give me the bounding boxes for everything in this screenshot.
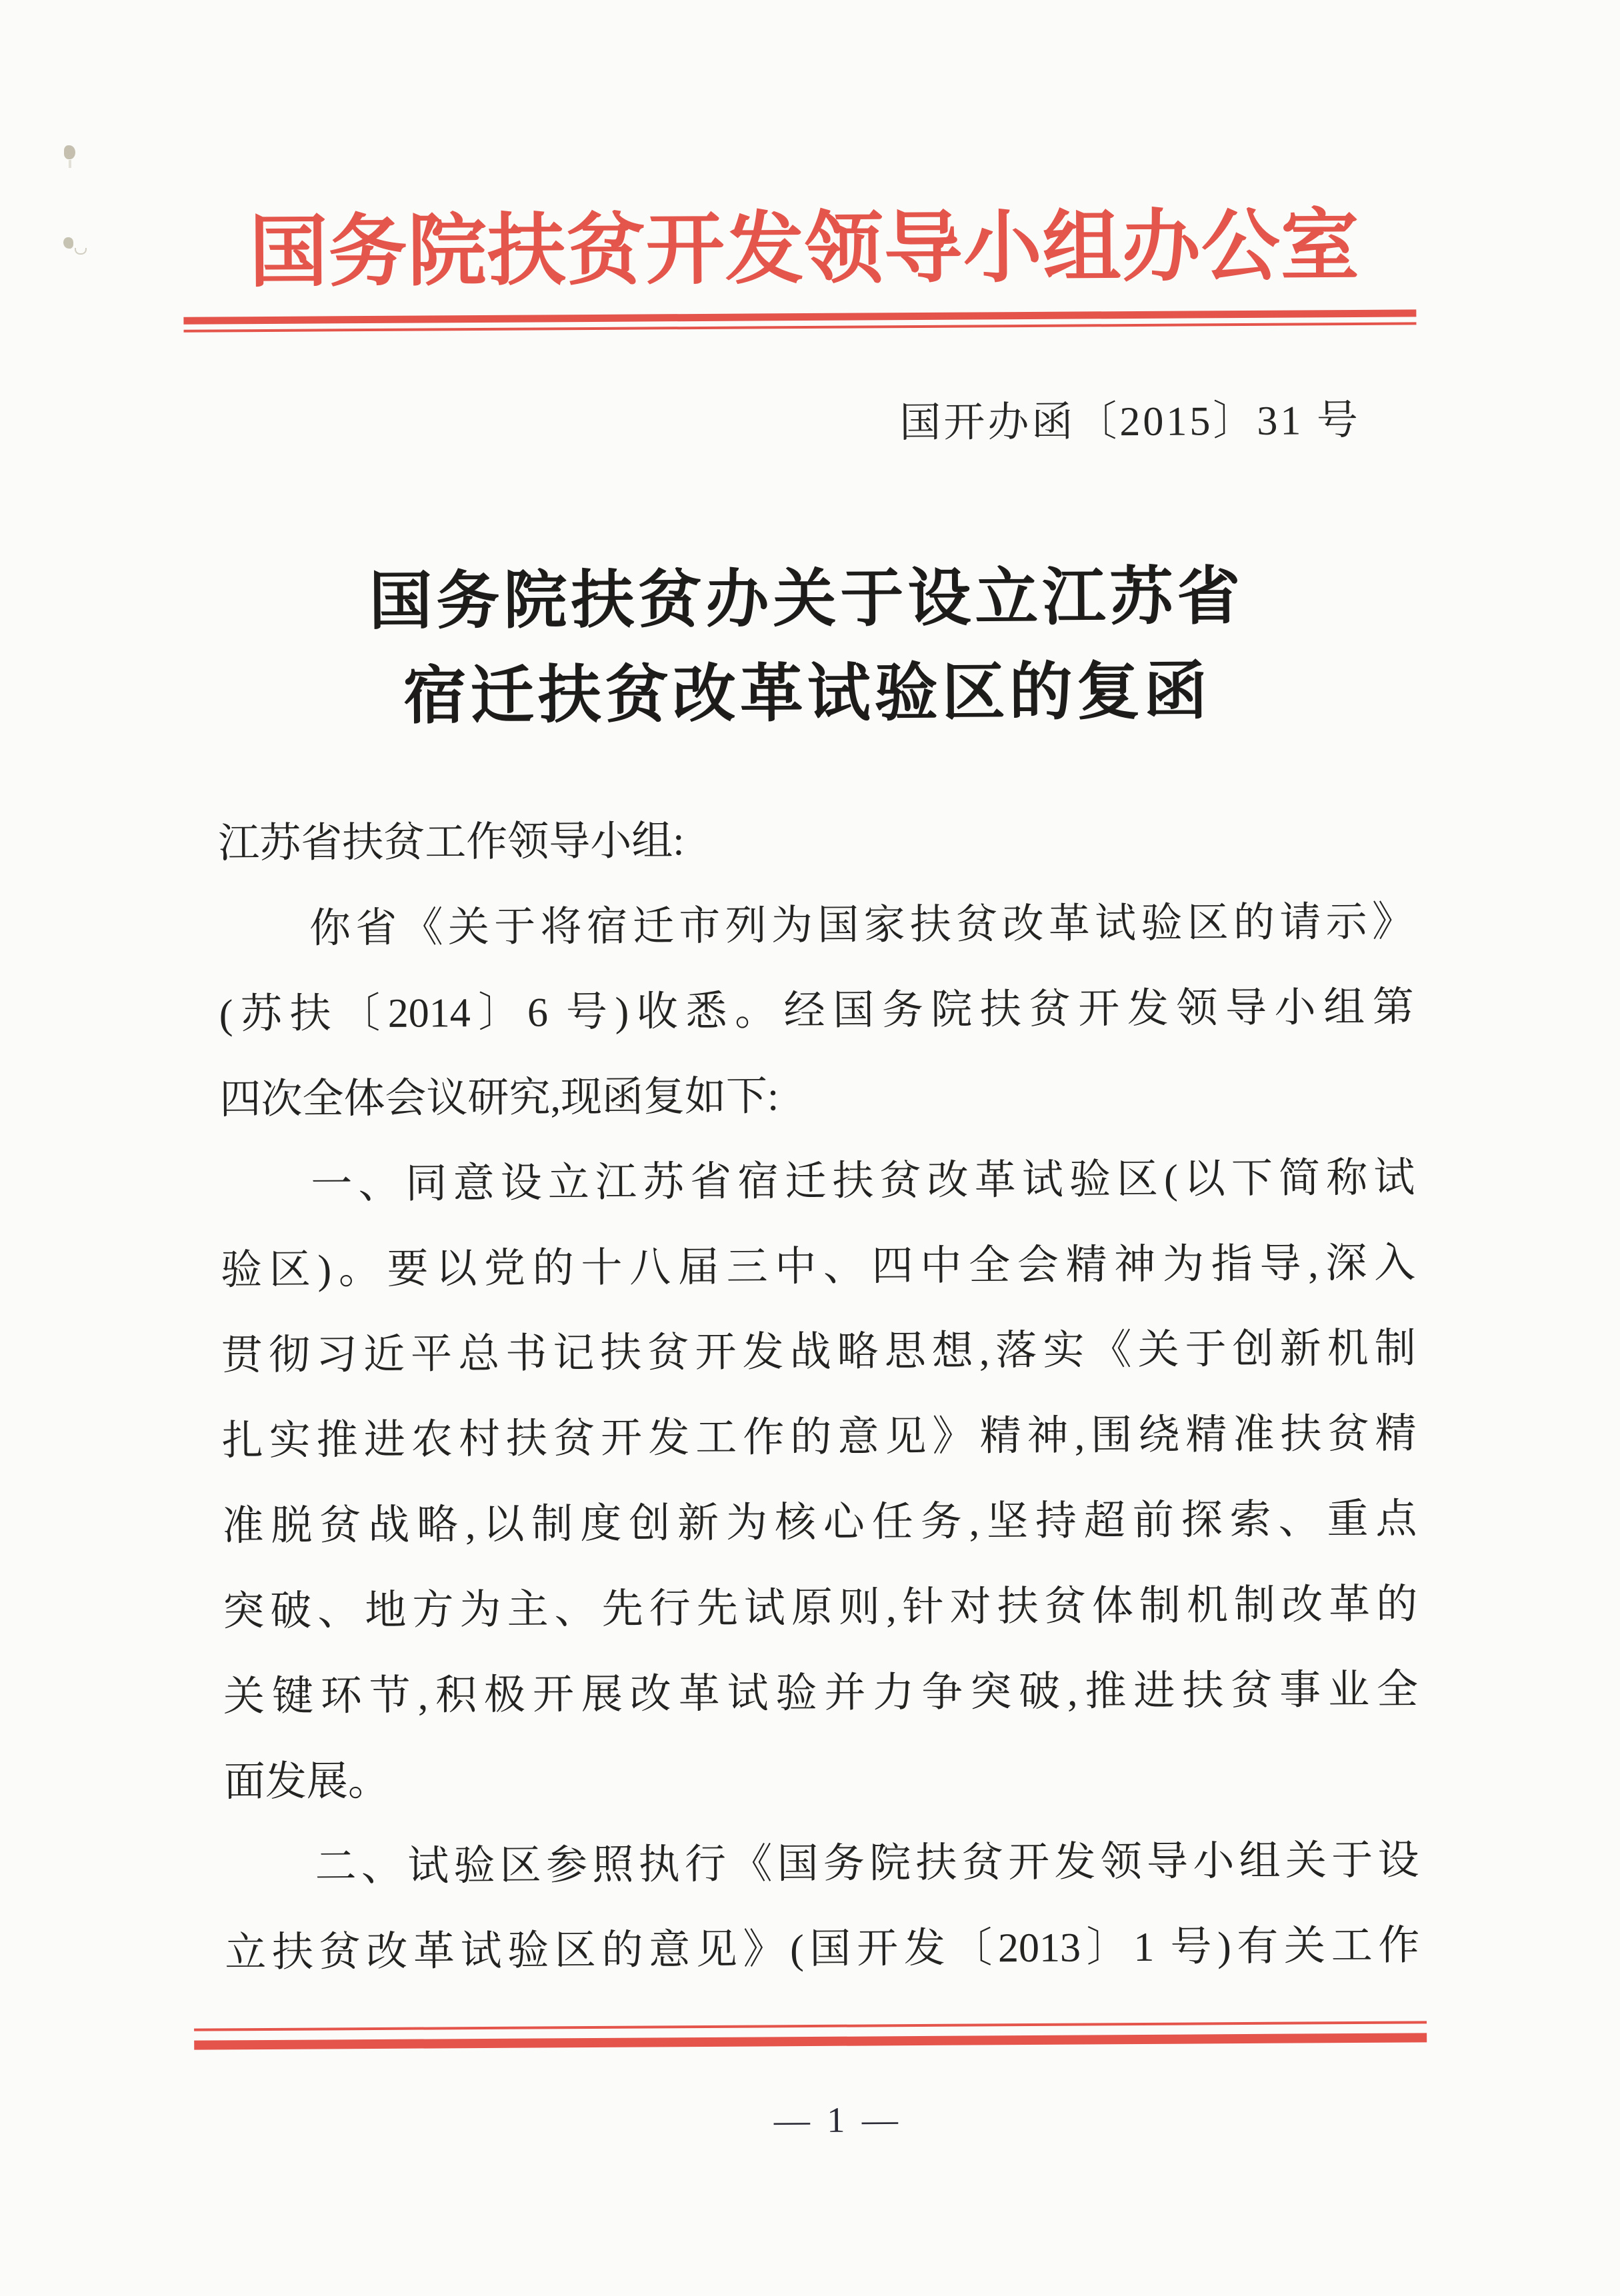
letterhead-org-name: 国务院扶贫开发领导小组办公室 (249, 202, 1361, 297)
body-line: 突破、地方为主、先行先试原则,针对扶贫体制机制改革的 (223, 1582, 1418, 1635)
body-line: 二、试验区参照执行《国务院扶贫开发领导小组关于设 (315, 1837, 1419, 1890)
body-line: 面发展。 (223, 1758, 390, 1805)
document-title-line-1: 国务院扶贫办关于设立江苏省 (369, 561, 1245, 638)
page-number: — 1 — (773, 2099, 903, 2141)
body-line: 江苏省扶贫工作领导小组: (218, 818, 685, 867)
body-paragraphs (218, 794, 1420, 1995)
body-line: 四次全体会议研究,现函复如下: (219, 1074, 779, 1123)
body-line: 贯彻习近平总书记扶贫开发战略思想,落实《关于创新机制 (221, 1326, 1417, 1379)
body-line: 扎实推进农村扶贫开发工作的意见》精神,围绕精准扶贫精 (221, 1411, 1417, 1464)
body-line: 一、同意设立江苏省宿迁扶贫改革试验区(以下简称试 (311, 1155, 1415, 1208)
body-line: (苏扶〔2014〕6 号)收悉。经国务院扶贫开发领导小组第 (219, 984, 1414, 1038)
document-reference-number: 国开办函〔2015〕31 号 (899, 397, 1361, 447)
footer-rule-thick (194, 2033, 1427, 2049)
header-rule-thick (183, 309, 1416, 324)
body-line: 准脱贫战略,以制度创新为核心任务,坚持超前探索、重点 (222, 1496, 1417, 1550)
body-line: 验区)。要以党的十八届三中、四中全会精神为指导,深入 (220, 1240, 1416, 1294)
scan-artifact-speck (64, 145, 75, 159)
body-line: 立扶贫改革试验区的意见》(国开发〔2013〕1 号)有关工作 (225, 1923, 1420, 1976)
body-line: 你省《关于将宿迁市列为国家扶贫改革试验区的请示》 (309, 899, 1414, 952)
header-rule-thin (184, 322, 1417, 332)
document-title (0, 547, 1617, 746)
document-title-line-2: 宿迁扶贫改革试验区的复函 (403, 656, 1212, 732)
body-line: 关键环节,积极开展改革试验并力争突破,推进扶贫事业全 (223, 1667, 1419, 1720)
footer-rule-thin (194, 2021, 1427, 2031)
scan-artifact-speck (63, 237, 73, 249)
